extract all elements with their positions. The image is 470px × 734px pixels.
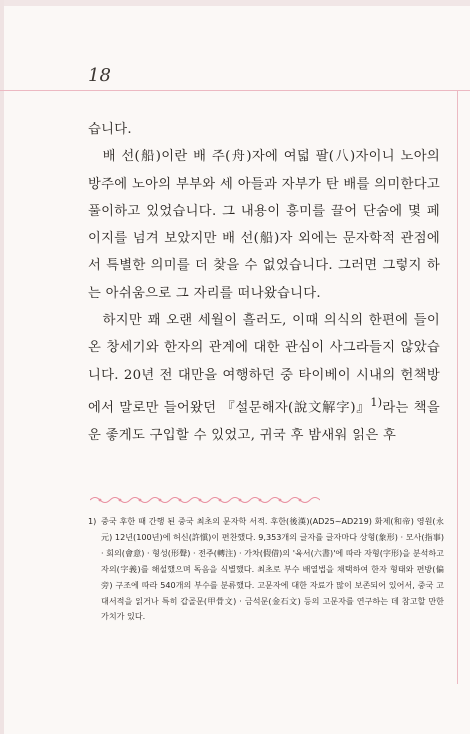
body-text — [88, 116, 440, 449]
paragraph — [88, 307, 440, 449]
footnote-separator-ornament — [90, 494, 320, 506]
paragraph: 배 선(船)이란 배 주(舟)자에 여덟 팔(八)자이니 노아의 방주에 노아의 부부와 세 아들과 자부가 탄 배를 의미한다고 풀이하고 있었습니다. 그 내용이 흥미를 끌어 단숨에 몇 페이지를 넘겨 보았지만 배 선(船)자 외에는 문자학적 관점에서 특별한 의미를 더 찾을 수 없었습니다. 그러면 그렇지 하는 아쉬움으로 그 자리를 떠나왔습니다. — [88, 149, 440, 301]
footnote-marker: 1) — [88, 516, 97, 526]
page-left-edge — [0, 0, 4, 734]
paragraph-text: 라는 책을 운 좋게도 구입할 수 있었고, 귀국 후 밤새워 읽은 후 — [88, 400, 440, 443]
margin-rule — [457, 90, 458, 684]
paragraph-text: 하지만 꽤 오랜 세월이 흘러도, 이때 의식의 한편에 들이온 창세기와 한자의 관계에 대한 관심이 사그라들지 않았습니다. 20년 전 대만을 여행하던 중 타이베이 시내의 헌책방에서 말로만 들어왔던 『설문해자(說文解字)』 — [88, 313, 440, 416]
header-rule — [0, 90, 470, 91]
footnote — [88, 514, 444, 625]
page-top-edge — [0, 0, 470, 6]
footnote-text: 중국 후한 때 간행 된 중국 최초의 문자학 서적. 후한(後漢)(AD25~AD219) 화제(和帝) 영원(永元) 12년(100년)에 허신(許愼)이 편찬했다. 9,353개의 글자를 글자마다 상형(象形) · 모사(指事) · 회의(會意) · 형성(形聲) · 전주(轉注) · 가차(假借)의 '육서(六書)'에 따라 자형(字形)을 분석하고 자의(字義)를 해설했으며 독음을 식별했다. 최초로 부수 배열법을 채택하여 한자 형태와 편방(偏旁) 구조에 따라 540개의 부수를 분류했다. 고문자에 대한 자료가 많이 보존되어 있어서, 중국 고대서적을 읽거나 특히 갑골문(甲骨文) · 금석문(金石文) 등의 고문자를 연구하는 데 참고할 만한 가치가 있다. — [101, 516, 444, 622]
ornament-vine — [90, 494, 320, 506]
page-number: 18 — [88, 65, 111, 86]
paragraph-continued: 습니다. — [88, 122, 132, 137]
footnote-reference: 1) — [370, 395, 383, 409]
